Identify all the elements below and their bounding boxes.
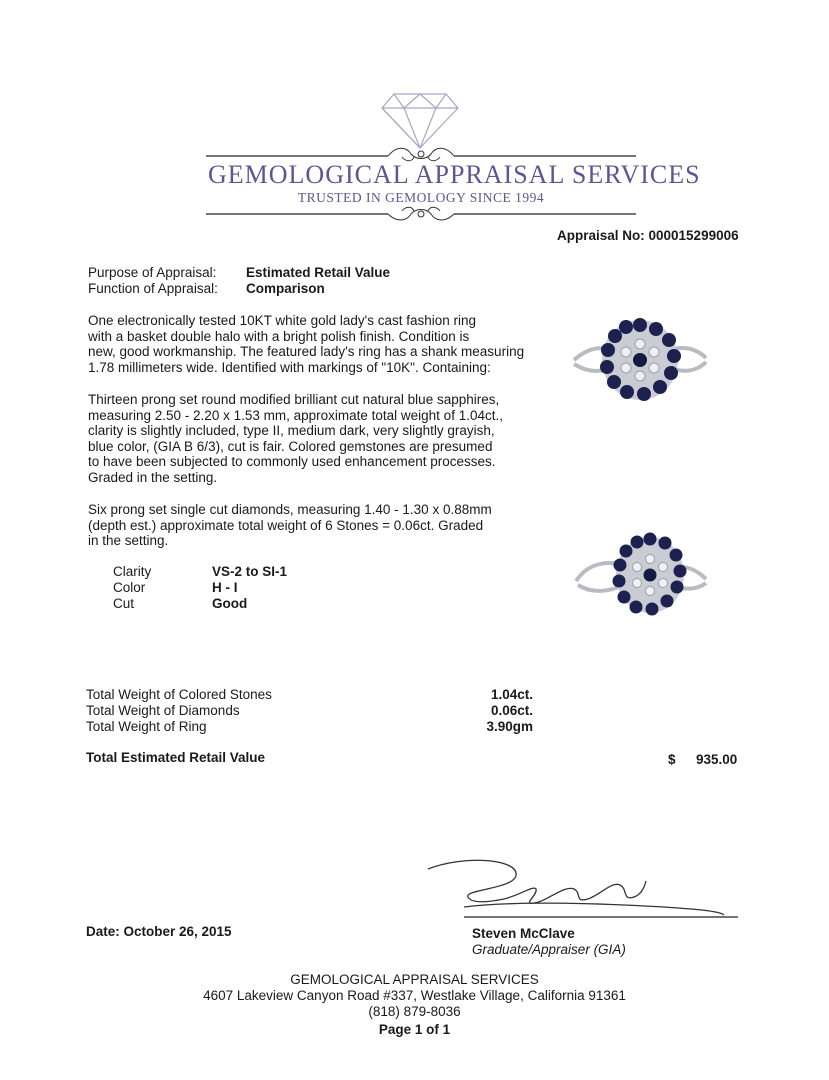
footer-company: GEMOLOGICAL APPRAISAL SERVICES — [290, 972, 539, 987]
diamond-line: in the setting. — [88, 533, 169, 549]
total-ring-weight-value: 3.90gm — [486, 719, 533, 734]
total-diamonds-label: Total Weight of Diamonds — [86, 703, 240, 718]
function-value: Comparison — [246, 281, 325, 296]
description-line: with a basket double halo with a bright polish finish. Condition is — [88, 328, 470, 344]
description-line: new, good workmanship. The featured lady's ring has a shank measuring — [88, 344, 525, 360]
ring-photo-side — [572, 525, 712, 625]
currency-symbol: $ — [668, 752, 676, 767]
sapphire-line: to have been subjected to commonly used enhancement processes. — [88, 454, 496, 470]
sapphire-line: clarity is slightly included, type II, medium dark, very slightly grayish, — [88, 423, 495, 439]
ring-description — [88, 313, 558, 375]
sapphire-line: measuring 2.50 - 2.20 x 1.53 mm, approximate total weight of 1.04ct., — [88, 407, 503, 423]
clarity-label: Clarity — [113, 564, 152, 579]
clarity-value: VS-2 to SI-1 — [212, 564, 288, 579]
signature-graphic — [424, 855, 742, 925]
retail-value-amount: 935.00 — [696, 752, 738, 767]
total-diamonds-value: 0.06ct. — [490, 703, 533, 718]
sapphire-line: blue color, (GIA B 6/3), cut is fair. Colored gemstones are presumed — [88, 438, 493, 454]
cut-label: Cut — [113, 596, 135, 611]
sapphire-description — [88, 392, 558, 486]
appraisal-number: Appraisal No: 000015299006 — [557, 228, 739, 243]
company-tagline: TRUSTED IN GEMOLOGY SINCE 1994 — [297, 190, 545, 205]
page-number: Page 1 of 1 — [378, 1022, 451, 1037]
color-value: H - I — [212, 580, 238, 595]
footer-phone: (818) 879-8036 — [368, 1004, 461, 1019]
total-colored-stones-label: Total Weight of Colored Stones — [86, 687, 272, 702]
diamond-description — [88, 502, 558, 549]
purpose-label: Purpose of Appraisal: — [88, 265, 217, 280]
diamond-line: (depth est.) approximate total weight of 6 Stones = 0.06ct. Graded — [88, 517, 484, 533]
retail-value-label: Total Estimated Retail Value — [86, 750, 266, 765]
color-label: Color — [113, 580, 146, 595]
total-ring-weight-label: Total Weight of Ring — [86, 719, 207, 734]
sapphire-line: Thirteen prong set round modified brilliant cut natural blue sapphires, — [88, 392, 500, 407]
appraisal-date: Date: October 26, 2015 — [86, 924, 232, 939]
total-colored-stones-value: 1.04ct. — [490, 687, 533, 702]
company-logo-title: GEMOLOGICAL APPRAISAL SERVICES — [208, 160, 701, 189]
purpose-value: Estimated Retail Value — [246, 265, 391, 280]
scroll-ornament-icon — [206, 204, 636, 224]
footer-address: 4607 Lakeview Canyon Road #337, Westlake Village, California 91361 — [203, 988, 626, 1003]
sapphire-line: Graded in the setting. — [88, 469, 218, 485]
cut-value: Good — [212, 596, 248, 611]
diamond-line: Six prong set single cut diamonds, measuring 1.40 - 1.30 x 0.88mm — [88, 502, 492, 517]
diamond-logo-icon — [380, 92, 460, 150]
description-line: One electronically tested 10KT white gold lady's cast fashion ring — [88, 313, 477, 328]
ring-photo-top — [570, 312, 710, 407]
appraiser-name: Steven McClave — [472, 926, 575, 941]
appraiser-title: Graduate/Appraiser (GIA) — [472, 942, 626, 957]
description-line: 1.78 millimeters wide. Identified with markings of "10K". Containing: — [88, 359, 491, 375]
function-label: Function of Appraisal: — [88, 281, 218, 296]
